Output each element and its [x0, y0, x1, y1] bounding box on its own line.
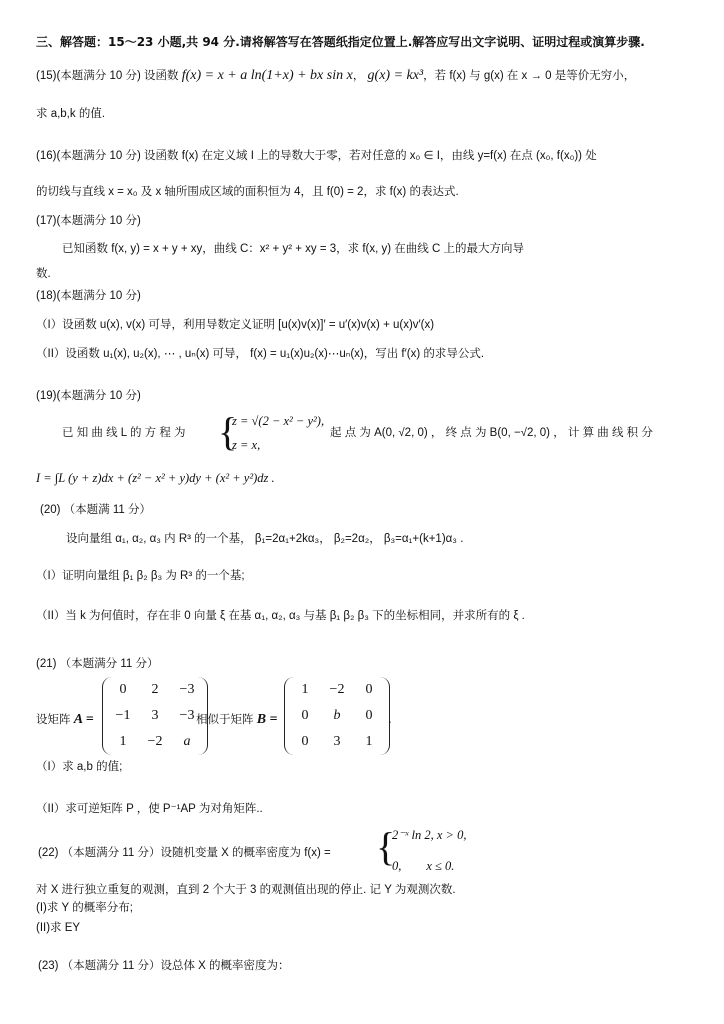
q16-line1 — [36, 148, 597, 164]
q19-integral: I = ∫L (y + z)dx + (z² − x² + y)dy + (x² + y²)dz . — [36, 471, 275, 485]
q19-label: (19)(本题满分 10 分) — [36, 390, 141, 402]
q21-matrix-line — [36, 712, 94, 728]
q22-line2: 对 X 进行独立重复的观测，直到 2 个大于 3 的观测值出现的停止. 记 Y 为观测次数. — [36, 884, 456, 896]
q22-part2: (II)求 EY — [36, 922, 81, 934]
q21-part1: （I）求 a,b 的值; — [36, 761, 123, 773]
q18-part1: （I）设函数 u(x), v(x) 可导，利用导数定义证明 [u(x)v(x)]′ = u′(x)v(x) + u(x)v′(x) — [36, 319, 435, 331]
q19-eq2: z = x, — [232, 438, 261, 452]
q22-case2: 0, x ≤ 0. — [392, 859, 455, 873]
q20-part1: （I）证明向量组 β₁ β₂ β₃ 为 R³ 的一个基; — [36, 570, 245, 582]
q15-tail: ，若 f(x) 与 g(x) 在 x → 0 是等价无穷小， — [423, 70, 636, 82]
q21-part2: （II）求可逆矩阵 P ，使 P⁻¹AP 为对角矩阵.. — [36, 803, 263, 815]
matrix-b: 1 −2 0 0 b 0 0 3 1 — [284, 677, 390, 755]
q17-label: (17)(本题满分 10 分) — [36, 215, 141, 227]
q22-part1: (I)求 Y 的概率分布; — [36, 902, 133, 914]
q15-line1: (15)(本题满分 10 分) 设函数 f(x) = x + a ln(1+x) + bx sin x， g(x) = kx³，若 f(x) 与 g(x) 在 x → 0 是等价无穷小， — [36, 68, 636, 83]
matrix-a: 0 2 −3 −1 3 −3 1 −2 a — [102, 677, 208, 755]
matrix-a-label: A = — [73, 712, 94, 727]
q22-piecewise-brace: { — [376, 824, 396, 869]
q15-line2: 求 a,b,k 的值. — [36, 108, 106, 120]
q15-intro: 设函数 — [144, 70, 179, 82]
q19-system-brace: { — [218, 409, 238, 454]
q19-eq1: z = √(2 − x² − y²), — [232, 414, 325, 428]
q16-text1: 设函数 f(x) 在定义域 I 上的导数大于零，若对任意的 x₀ ∈ I，由线 y=f(x) 在点 (x₀, f(x₀)) 处 — [144, 150, 597, 162]
matrix-b-label: B = — [256, 712, 278, 727]
q19-intro: 已 知 曲 线 L 的 方 程 为 — [62, 427, 186, 439]
q22-case1: 2⁻ˣ ln 2, x > 0, — [392, 828, 467, 842]
q17-line2: 数. — [36, 268, 51, 280]
q18-part2: （II）设函数 u₁(x), u₂(x), ⋯ , uₙ(x) 可导， f(x) = u₁(x)u₂(x)⋯uₙ(x)，写出 f′(x) 的求导公式. — [36, 348, 485, 360]
q19-endpoints: 起 点 为 A(0, √2, 0) ， 终 点 为 B(0, −√2, 0) ， 计 算 曲 线 积 分 — [330, 427, 653, 439]
section-header: 三、解答题：15～23 小题,共 94 分.请将解答写在答题纸指定位置上.解答应写出文字说明、证明过程或演算步骤. — [36, 35, 645, 49]
q21-prefix: 设矩阵 — [36, 714, 71, 726]
q18-label: (18)(本题满分 10 分) — [36, 290, 141, 302]
q21-label: (21) （本题满分 11 分） — [36, 658, 159, 670]
q16-line2: 的切线与直线 x = x₀ 及 x 轴所围成区域的面积恒为 4，且 f(0) = 2，求 f(x) 的表达式. — [36, 186, 459, 198]
q17-line1: 已知函数 f(x, y) = x + y + xy，曲线 C：x² + y² + xy = 3，求 f(x, y) 在曲线 C 上的最大方向导 — [62, 243, 524, 255]
q22-label: (22) （本题满分 11 分）设随机变量 X 的概率密度为 f(x) = — [38, 847, 331, 859]
q23-label: (23) （本题满分 11 分）设总体 X 的概率密度为： — [38, 960, 290, 972]
q20-label: (20) （本题满 11 分） — [40, 504, 151, 516]
q20-part2: （II）当 k 为何值时，存在非 0 向量 ξ 在基 α₁, α₂, α₃ 与基 β₁ β₂ β₃ 下的坐标相同，并求所有的 ξ . — [36, 610, 525, 622]
q20-intro: 设向量组 α₁, α₂, α₃ 内 R³ 的一个基， β₁=2α₁+2kα₃， β₂=2α₂， β₃=α₁+(k+1)α₃ . — [66, 533, 464, 545]
q15-f-def: f(x) = x + a ln(1+x) + bx sin x — [181, 68, 353, 83]
q15-g-def: g(x) = kx³ — [367, 68, 424, 83]
q15-label: (15)(本题满分 10 分) — [36, 70, 141, 82]
q21-between: 相似于矩阵 B = — [196, 712, 278, 727]
q16-label: (16)(本题满分 10 分) — [36, 150, 141, 162]
q21-end: . — [388, 712, 392, 727]
